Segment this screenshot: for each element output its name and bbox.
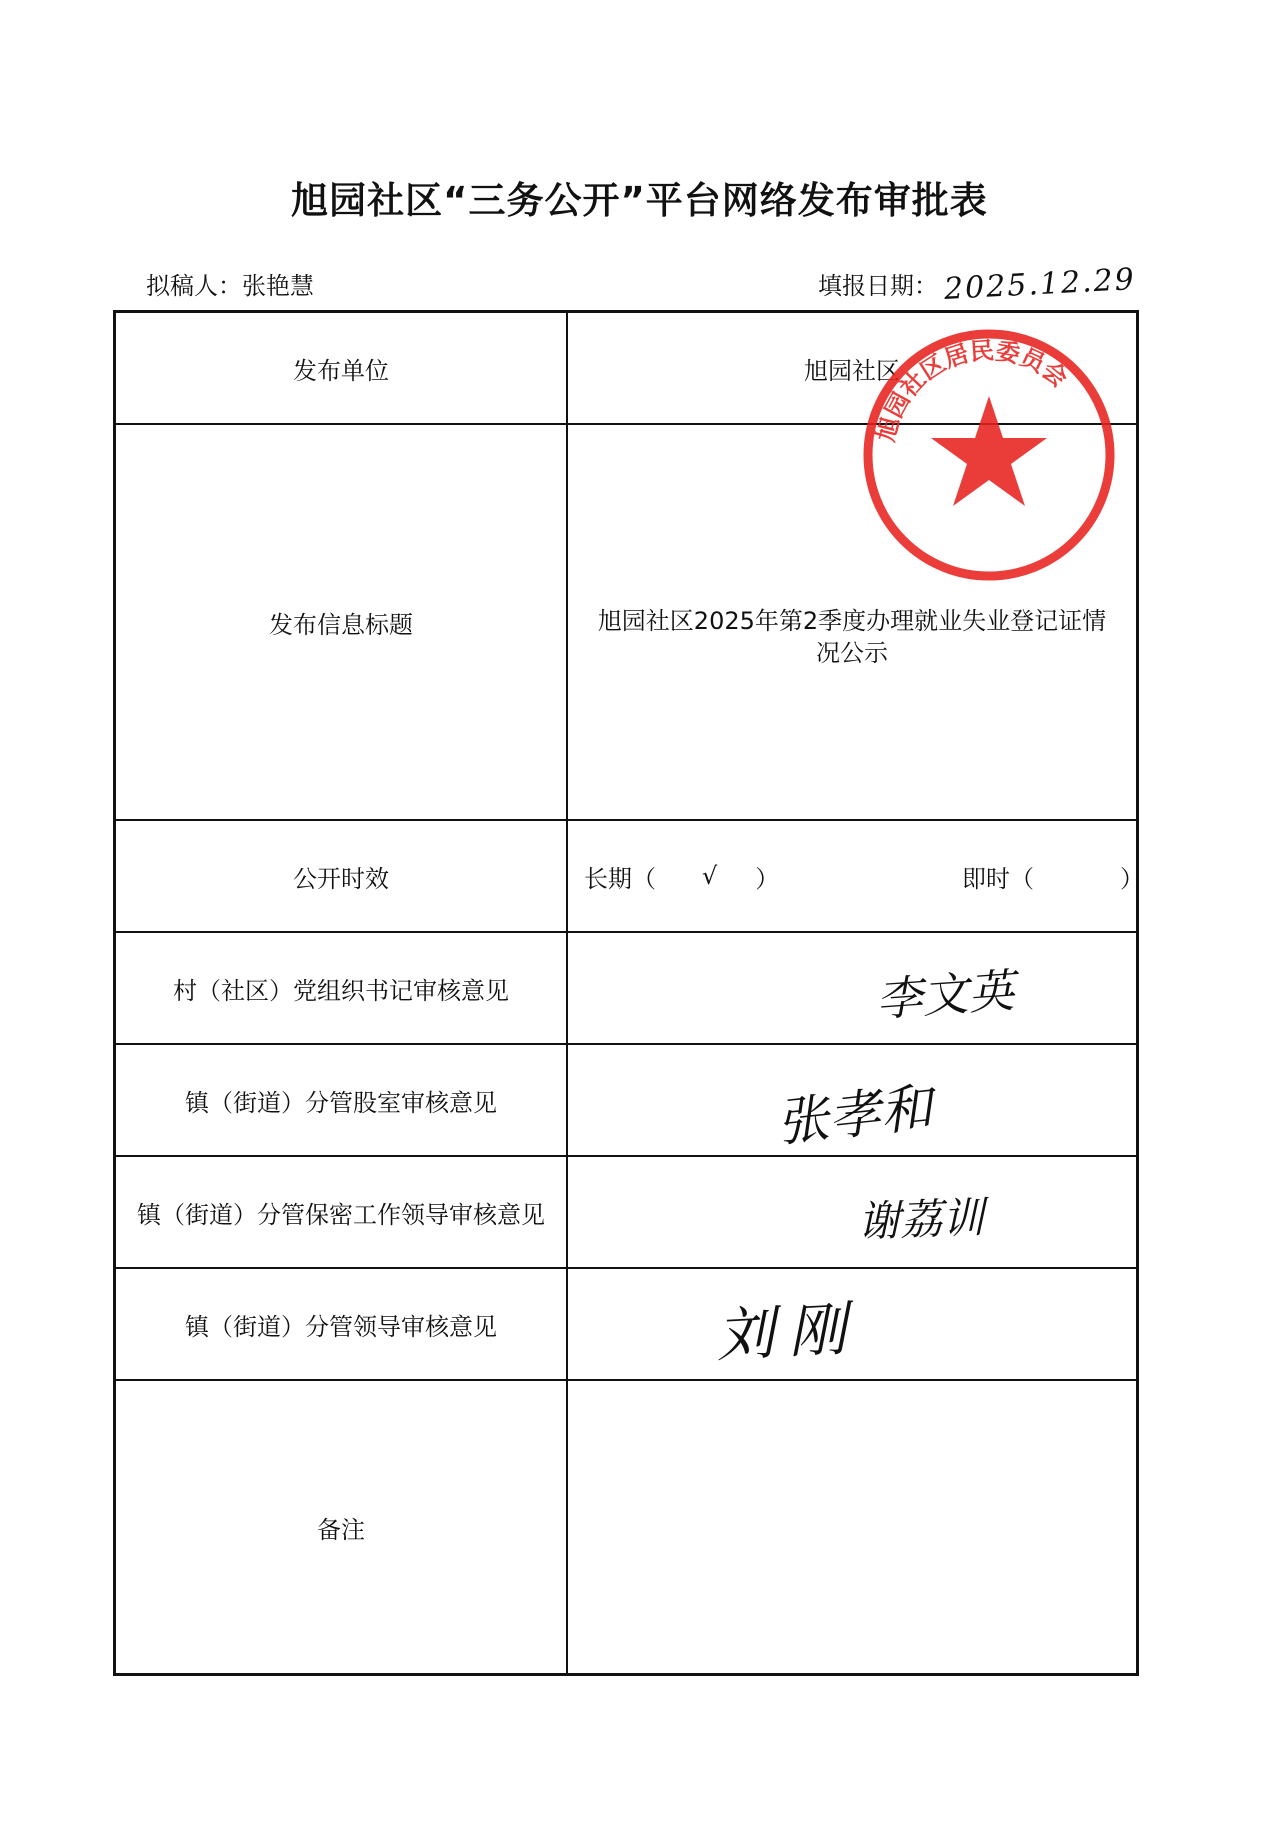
row-party-secretary [116,933,1136,1045]
date-value: 2025.12.29 [943,262,1137,307]
long-term-option [584,821,779,931]
immediate-option [962,821,1144,931]
date-label: 填报日期： [818,272,938,300]
remarks-value [568,1381,1136,1673]
info-title-value: 旭园社区2025年第2季度办理就业失业登记证情况公示 [597,607,1107,667]
immediate-close: ） [1120,864,1144,893]
seal-arc-text [872,336,1073,444]
seal-star-icon [931,396,1047,506]
drafter-name: 张艳慧 [242,272,314,300]
column-divider [566,1157,568,1267]
row-remarks [116,1381,1136,1673]
security-leader-label: 镇（街道）分管保密工作领导审核意见 [137,1200,545,1229]
long-term-label: 长期（ [584,864,656,893]
division-office-label: 镇（街道）分管股室审核意见 [185,1088,497,1117]
division-office-signature: 张孝和 [773,1077,936,1154]
division-leader-signature: 刘刚 [714,1294,862,1370]
immediate-label: 即时（ [962,864,1034,893]
timing-label: 公开时效 [293,864,389,893]
check-mark-icon: √ [702,862,718,890]
row-security-leader [116,1157,1136,1269]
publisher-label: 发布单位 [293,356,389,385]
document-title: 旭园社区“三务公开”平台网络发布审批表 [291,179,988,222]
row-timing [116,821,1144,933]
column-divider [566,1045,568,1155]
column-divider [566,821,568,931]
date-line [818,262,1137,307]
column-divider [566,933,568,1043]
publisher-value: 旭园社区 [804,356,900,385]
long-term-close: ） [755,864,780,893]
security-leader-signature: 谢荔训 [857,1192,985,1247]
info-title-label: 发布信息标题 [269,610,413,639]
row-division-office [116,1045,1136,1157]
drafter-label: 拟稿人： [146,272,242,300]
seal-arc-textpath: 旭园社区居民委员会 [871,336,1073,445]
row-division-leader [116,1269,1136,1381]
column-divider [566,1269,568,1379]
drafter-line [146,266,314,301]
official-seal-stamp [860,326,1118,584]
division-leader-label: 镇（街道）分管领导审核意见 [185,1312,497,1341]
remarks-label: 备注 [317,1515,365,1544]
party-secretary-signature: 李文英 [874,963,1016,1027]
party-secretary-label: 村（社区）党组织书记审核意见 [173,976,509,1005]
